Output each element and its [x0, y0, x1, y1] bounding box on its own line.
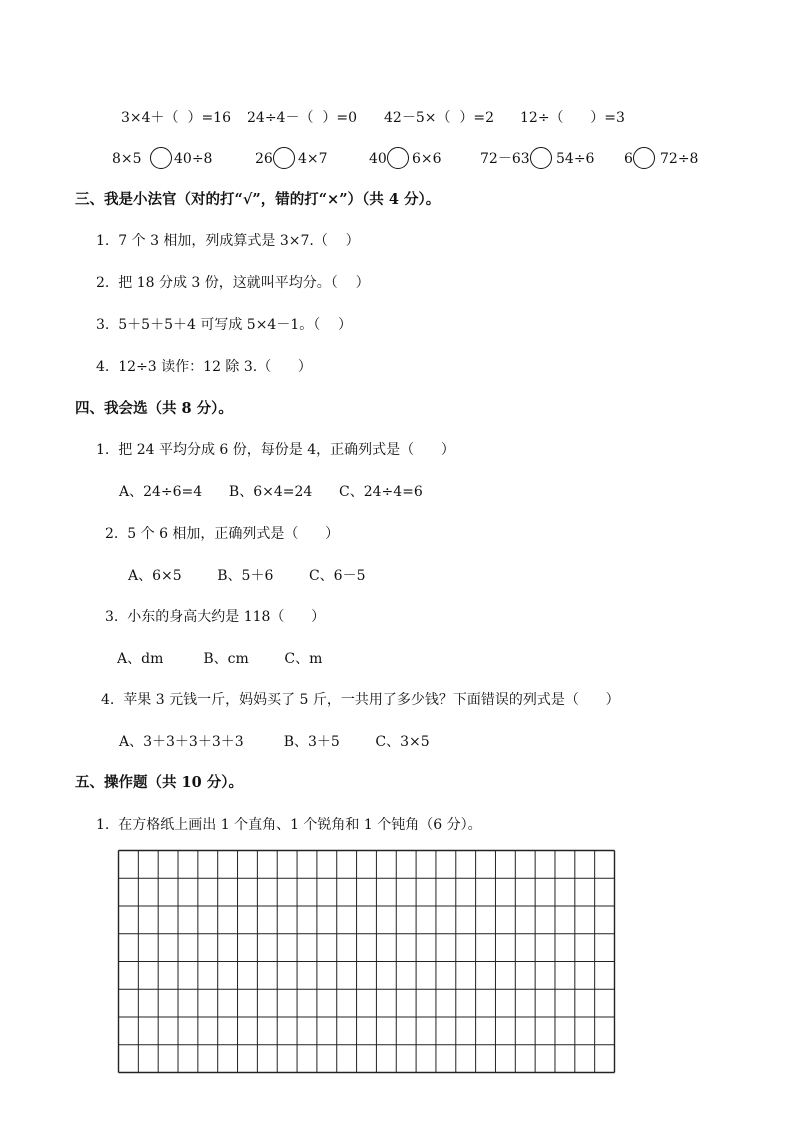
compare-right-3: 6×6 [412, 151, 442, 167]
compare-right-2: 4×7 [298, 151, 328, 167]
compare-circle-3[interactable] [387, 147, 409, 169]
square-grid-paper[interactable] [117, 849, 616, 1074]
compare-circle-2[interactable] [273, 147, 295, 169]
compare-left-3: 40 [369, 151, 387, 167]
compare-right-4: 54÷6 [556, 151, 595, 167]
section3-question-2: 2. 把 18 分成 3 份，这就叫平均分。（ ） [96, 275, 370, 291]
section4-options-1: A、24÷6=4 B、6×4=24 C、24÷4=6 [119, 484, 423, 500]
section4-question-4: 4. 苹果 3 元钱一斤，妈妈买了 5 斤，一共用了多少钱？下面错误的列式是（ ） [101, 692, 620, 708]
section4-options-4: A、3＋3＋3＋3＋3 B、3＋5 C、3×5 [119, 734, 430, 750]
compare-left-5: 6 [624, 151, 633, 167]
compare-right-1: 40÷8 [174, 151, 213, 167]
compare-circle-1[interactable] [150, 147, 172, 169]
fill-item-3: 42－5×（ ）=2 [384, 110, 494, 126]
section4-heading: 四、我会选（共 8 分）。 [75, 400, 233, 417]
section3-question-1: 1. 7 个 3 相加，列成算式是 3×7.（ ） [96, 233, 360, 249]
fill-item-2: 24÷4－（ ）=0 [247, 110, 357, 126]
section4-question-3: 3. 小东的身高大约是 118（ ） [105, 609, 326, 625]
section5-heading: 五、操作题（共 10 分）。 [75, 774, 244, 791]
fill-item-4: 12÷（ ）=3 [520, 110, 625, 126]
section3-heading: 三、我是小法官（对的打“√”，错的打“×”）（共 4 分）。 [75, 191, 441, 208]
compare-left-1: 8×5 [112, 151, 142, 167]
compare-circle-5[interactable] [633, 147, 655, 169]
section4-question-2: 2. 5 个 6 相加，正确列式是（ ） [105, 526, 340, 542]
section3-question-3: 3. 5＋5＋5＋4 可写成 5×4－1。（ ） [96, 317, 353, 333]
fill-item-1: 3×4＋（ ）=16 [121, 110, 231, 126]
compare-circle-4[interactable] [530, 147, 552, 169]
section4-options-3: A、dm B、cm C、m [117, 651, 323, 667]
section4-options-2: A、6×5 B、5＋6 C、6－5 [128, 568, 366, 584]
section5-task: 1. 在方格纸上画出 1 个直角、1 个锐角和 1 个钝角（6 分）。 [96, 817, 482, 833]
compare-left-4: 72－63 [480, 151, 530, 167]
compare-right-5: 72÷8 [660, 151, 699, 167]
compare-left-2: 26 [255, 151, 273, 167]
section3-question-4: 4. 12÷3 读作：12 除 3.（ ） [96, 359, 312, 375]
section4-question-1: 1. 把 24 平均分成 6 份，每份是 4，正确列式是（ ） [96, 442, 455, 458]
